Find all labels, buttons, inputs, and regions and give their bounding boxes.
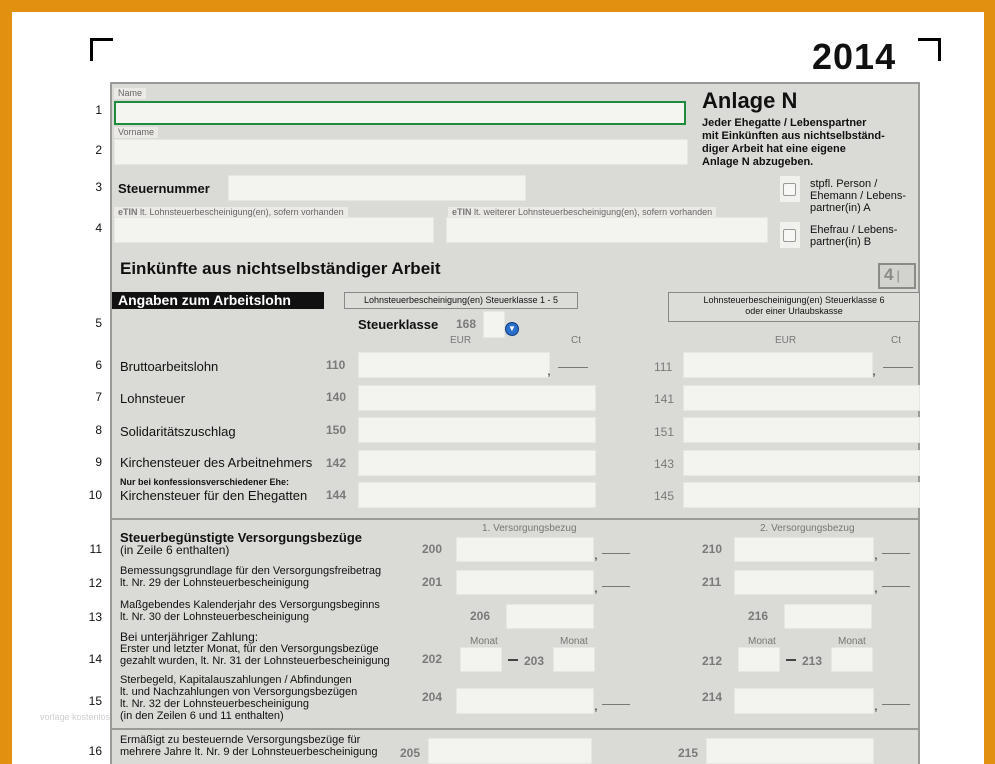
sterbegeld-field-2[interactable] [734, 688, 874, 714]
row-label: Lohnsteuer [120, 391, 186, 406]
row-code: 144 [326, 488, 347, 502]
ct-dash [602, 704, 630, 705]
lohnsteuer-field-2[interactable] [683, 385, 920, 411]
monat-header: Monat [748, 636, 776, 647]
kirchensteuer-ehegatte-field[interactable] [358, 482, 596, 508]
row-code: 204 [422, 690, 443, 704]
row-label: lt. Nr. 32 der Lohnsteuerbescheinigung [120, 698, 309, 710]
versorgung-field-2[interactable] [734, 537, 874, 562]
line-number: 13 [88, 610, 102, 624]
versorgung1-header: 1. Versorgungsbezug [482, 523, 577, 534]
row-code: 150 [326, 423, 347, 437]
ct-dash [882, 553, 910, 554]
row-label: Kirchensteuer des Arbeitnehmers [120, 455, 313, 470]
subtitle-line: Jeder Ehegatte / Lebenspartner [702, 117, 867, 129]
subtitle-line: mit Einkünften aus nichtselbständ- [702, 130, 885, 142]
row-label: Ermäßigt zu besteuernde Versorgungsbezüge für [120, 734, 361, 746]
person-b-label: partner(in) B [810, 236, 872, 248]
row-code: 151 [654, 425, 675, 439]
kalenderjahr-field-2[interactable] [784, 604, 872, 629]
ct-dash [883, 367, 913, 368]
lohnsteuer-field[interactable] [358, 385, 596, 411]
ct-dash [602, 553, 630, 554]
etin-weitere-field[interactable] [446, 217, 768, 243]
row-code: 211 [702, 575, 722, 589]
row-label: Bruttoarbeitslohn [120, 359, 219, 374]
name-label: Name [114, 88, 146, 99]
line-number: 6 [95, 358, 102, 372]
row-label: Maßgebendes Kalenderjahr des Versorgungsbeginns [120, 599, 380, 611]
ermaessigt-field[interactable] [428, 738, 592, 764]
line-number: 4 [95, 221, 102, 235]
subtitle-line: Anlage N abzugeben. [702, 156, 814, 168]
bruttoarbeitslohn-field-2[interactable] [683, 352, 873, 378]
row-code: 213 [802, 654, 823, 668]
line-number: 1 [95, 103, 102, 117]
page-number-box: 4 | [878, 263, 916, 289]
line-number: 5 [95, 316, 102, 330]
monat-bis-field-2[interactable] [831, 647, 873, 672]
row-label: Solidaritätszuschlag [120, 424, 236, 439]
monat-von-field[interactable] [460, 647, 502, 672]
row-label: lt. Nr. 29 der Lohnsteuerbescheinigung [120, 577, 309, 589]
bruttoarbeitslohn-field[interactable] [358, 352, 550, 378]
row-code: 140 [326, 390, 347, 404]
row-label: Bemessungsgrundlage für den Versorgungsfreibetrag [120, 565, 382, 577]
subtitle-line: diger Arbeit hat eine eigene [702, 143, 846, 155]
ct-header: Ct [571, 335, 581, 346]
ct-dash [602, 586, 630, 587]
kirchensteuer-field-2[interactable] [683, 450, 920, 476]
row-code: 216 [748, 609, 769, 623]
soli-field-2[interactable] [683, 417, 920, 443]
line-number: 9 [95, 455, 102, 469]
bemessung-field[interactable] [456, 570, 594, 595]
etin-field[interactable] [114, 217, 434, 243]
etin-weitere-label: eTIN lt. weiterer Lohnsteuerbescheinigung(en), sofern vorhanden [448, 207, 716, 218]
row-code: 143 [654, 457, 675, 471]
eur-header: EUR [450, 335, 472, 346]
row-label: Bei unterjähriger Zahlung: [120, 630, 259, 644]
steuernummer-label: Steuernummer [118, 181, 210, 196]
row-label: lt. und Nachzahlungen von Versorgungsbezügen [120, 686, 358, 698]
monat-von-field-2[interactable] [738, 647, 780, 672]
row-code: 142 [326, 456, 347, 470]
line-number: 16 [88, 744, 102, 758]
soli-field[interactable] [358, 417, 596, 443]
line-number: 2 [95, 143, 102, 157]
form-title: Anlage N [702, 88, 798, 113]
line-number: 12 [88, 576, 102, 590]
comma: , [872, 362, 876, 378]
line-number: 11 [89, 542, 102, 556]
row-code: 215 [678, 746, 699, 760]
ermaessigt-field-2[interactable] [706, 738, 874, 764]
comma: , [594, 697, 598, 713]
section-divider [112, 728, 920, 730]
row-code: 210 [702, 542, 723, 556]
steuernummer-field[interactable] [228, 175, 526, 201]
ct-header: Ct [891, 335, 901, 346]
sterbegeld-field[interactable] [456, 688, 594, 714]
row-label: Sterbegeld, Kapitalauszahlungen / Abfindungen [120, 674, 352, 686]
versorgung-field[interactable] [456, 537, 594, 562]
person-a-label: Ehemann / Lebens- [810, 190, 907, 202]
name-field[interactable] [114, 101, 686, 125]
steuerklasse-code: 168 [456, 317, 477, 331]
comma: , [594, 546, 598, 562]
row-label: (in Zeile 6 enthalten) [120, 543, 230, 557]
row-code: 201 [422, 575, 443, 589]
row-code: 214 [702, 690, 723, 704]
lst-1-5-header: Lohnsteuerbescheinigung(en) Steuerklasse 1 - 5 [344, 292, 578, 309]
line-number: 8 [95, 423, 102, 437]
line-number: 3 [95, 180, 102, 194]
eur-header: EUR [775, 335, 797, 346]
form-page [12, 12, 984, 764]
comma: , [874, 546, 878, 562]
row-code: 205 [400, 746, 421, 760]
monat-header: Monat [560, 636, 588, 647]
crop-mark-right [918, 38, 941, 61]
angaben-header: Angaben zum Arbeitslohn [112, 292, 324, 309]
row-code: 111 [654, 360, 673, 374]
range-dash [786, 659, 796, 661]
row-code: 141 [654, 392, 675, 406]
row-code: 206 [470, 609, 491, 623]
row-code: 202 [422, 652, 443, 666]
section-title: Einkünfte aus nichtselbständiger Arbeit [120, 259, 441, 278]
vorname-field[interactable] [114, 139, 688, 165]
line-number: 15 [88, 694, 102, 708]
ct-dash [558, 367, 588, 368]
dropdown-arrow-icon[interactable]: ▼ [505, 322, 519, 336]
vorname-label: Vorname [114, 127, 158, 138]
row-label: gezahlt wurden, lt. Nr. 31 der Lohnsteuerbescheinigung [120, 655, 390, 667]
lst-6-header: Lohnsteuerbescheinigung(en) Steuerklasse 6 oder einer Urlaubskasse [668, 292, 920, 322]
comma: , [594, 579, 598, 595]
checkbox-person-b[interactable] [783, 229, 796, 242]
ct-dash [882, 704, 910, 705]
kirchensteuer-field[interactable] [358, 450, 596, 476]
kalenderjahr-field[interactable] [506, 604, 594, 629]
line-number: 7 [95, 390, 102, 404]
range-dash [508, 659, 518, 661]
section-divider [112, 518, 920, 520]
ct-dash [882, 586, 910, 587]
form-year: 2014 [812, 36, 897, 77]
row-label: Erster und letzter Monat, für den Versorgungsbezüge [120, 643, 379, 655]
line-number: 10 [88, 488, 102, 502]
watermark: vorlage kostenlos [40, 712, 111, 722]
row-code: 200 [422, 542, 443, 556]
monat-header: Monat [470, 636, 498, 647]
row-label: (in den Zeilen 6 und 11 enthalten) [120, 710, 284, 722]
comma: , [874, 697, 878, 713]
crop-mark-left [90, 38, 113, 61]
row-code: 203 [524, 654, 545, 668]
form-body [110, 82, 920, 764]
row-code: 145 [654, 489, 675, 503]
kirchensteuer-ehegatte-field-2[interactable] [683, 482, 920, 508]
monat-bis-field[interactable] [553, 647, 595, 672]
comma: , [874, 579, 878, 595]
bemessung-field-2[interactable] [734, 570, 874, 595]
checkbox-person-a[interactable] [783, 183, 796, 196]
row-label: Kirchensteuer für den Ehegatten [120, 488, 308, 503]
line-number: 14 [88, 652, 102, 666]
steuerklasse-label: Steuerklasse [358, 317, 439, 332]
comma: , [547, 362, 551, 378]
row-code: 212 [702, 654, 723, 668]
versorgung2-header: 2. Versorgungsbezug [760, 523, 855, 534]
row-code: 110 [326, 358, 346, 372]
row-label: Steuerbegünstigte Versorgungsbezüge [120, 530, 362, 545]
steuerklasse-field[interactable] [483, 311, 505, 338]
person-a-label: partner(in) A [810, 202, 871, 214]
person-a-label: stpfl. Person / [810, 178, 878, 190]
row-label: lt. Nr. 30 der Lohnsteuerbescheinigung [120, 611, 309, 623]
person-b-label: Ehefrau / Lebens- [810, 224, 898, 236]
row-note: Nur bei konfessionsverschiedener Ehe: [120, 477, 290, 487]
row-label: mehrere Jahre lt. Nr. 9 der Lohnsteuerbescheinigung [120, 746, 378, 758]
etin-label: eTIN lt. Lohnsteuerbescheinigung(en), sofern vorhanden [114, 207, 348, 218]
monat-header: Monat [838, 636, 866, 647]
